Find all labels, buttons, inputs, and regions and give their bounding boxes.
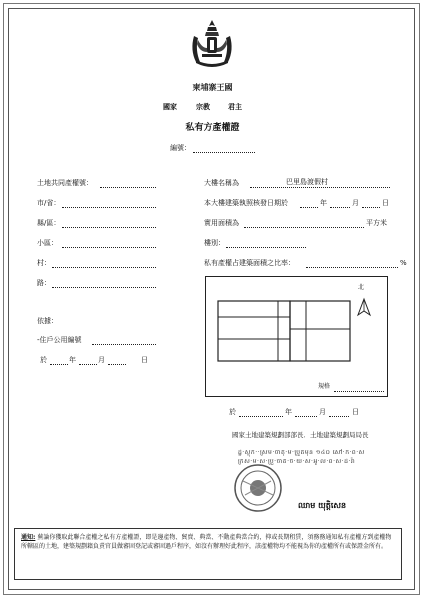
permit-day-label: 日	[382, 199, 389, 207]
coat-of-arms-icon	[186, 18, 238, 70]
basis-label: 依據：	[37, 317, 58, 325]
permit-year-line[interactable]	[300, 206, 318, 208]
permit-month-line[interactable]	[330, 206, 350, 208]
land-cert-label: 土地共同產權號：	[37, 179, 93, 187]
authority-title: 國家土地建築規劃部部長．土地建築規劃局局長	[232, 431, 369, 439]
land-cert-line[interactable]	[100, 186, 156, 188]
area-unit: 平方米	[366, 219, 387, 227]
serial-label: 編號：	[170, 144, 191, 152]
permit-month-label: 月	[352, 199, 359, 207]
serial-line[interactable]	[193, 151, 255, 153]
left-day-line[interactable]	[108, 363, 126, 365]
sign-day-label: 日	[352, 408, 359, 416]
city-line[interactable]	[62, 206, 156, 208]
building-label: 大樓名稱為	[204, 179, 239, 187]
left-year-label: 年	[69, 356, 76, 364]
khmer-signature: ឈាម យុត្តិសេន	[298, 501, 347, 510]
residence-line[interactable]	[92, 343, 156, 345]
ratio-label: 私有產權占建築面積之比率：	[204, 259, 295, 267]
left-month-line[interactable]	[79, 363, 97, 365]
area-line[interactable]	[244, 226, 364, 228]
district-label: 縣/區：	[37, 219, 61, 227]
notice-text: 蕪論你獲取此聯合產權之私有方產權證，即是邊產物、貿賣、典當、不動產典當合約，抑或長期租賃，須務務通知私有產權方到產權物所轄區的土地，建築規劃籍負責官員做審固登記或審固過戶程序，如沒有辦理好此程序，該產權物均不能視為你的產權所有或保證金所有。	[21, 534, 392, 550]
sign-month-label: 月	[319, 408, 326, 416]
floor-label: 樓別：	[204, 239, 225, 247]
commune-label: 小區：	[37, 239, 58, 247]
floor-plan-box	[205, 276, 388, 397]
kingdom-title: 柬埔寨王國	[192, 83, 233, 92]
village-line[interactable]	[52, 266, 156, 268]
khmer-text-line-2: ក្រស·ម·ស·ប្រួ·ចាត·ច·យ·ស·អូ·ល·ព·ស·ដ·រ៉ា	[238, 458, 356, 465]
floor-plan-diagram	[206, 277, 387, 396]
north-label: 北	[358, 284, 365, 291]
left-day-label: 日	[141, 356, 148, 364]
document-title: 私有方產權證	[185, 123, 240, 133]
city-label: 市/省：	[37, 199, 61, 207]
sign-year-label: 年	[285, 408, 292, 416]
building-name: 巴里島渡假村	[286, 178, 328, 186]
road-label: 路：	[37, 279, 51, 287]
left-year-line[interactable]	[50, 363, 68, 365]
left-date-prefix: 於	[40, 356, 47, 364]
notice-label: 通知:	[21, 534, 36, 541]
commune-line[interactable]	[62, 246, 156, 248]
floor-line[interactable]	[226, 246, 306, 248]
ratio-line[interactable]	[306, 266, 398, 268]
residence-label: -住戶公用編號	[37, 336, 82, 344]
village-label: 村：	[37, 259, 51, 267]
motto-king: 君主	[228, 103, 242, 111]
permit-day-line[interactable]	[362, 206, 380, 208]
permit-year-label: 年	[320, 199, 327, 207]
sign-month-line[interactable]	[295, 415, 317, 417]
road-line[interactable]	[52, 286, 156, 288]
ratio-unit: %	[400, 259, 407, 267]
building-line[interactable]	[250, 186, 390, 188]
district-line[interactable]	[62, 226, 156, 228]
sign-day-line[interactable]	[329, 415, 349, 417]
sign-date-prefix: 於	[229, 408, 236, 416]
official-seal-icon	[233, 463, 283, 513]
permit-label: 本大樓建築執照核發日期於	[204, 199, 288, 207]
scale-line[interactable]	[334, 390, 384, 392]
scale-label: 規格	[318, 383, 331, 390]
left-month-label: 月	[98, 356, 105, 364]
khmer-text-line-1: ដ្ឋ·ស្ថុក··ស្រម·ចាតុ·ម·ប្រួតមុន ១៤០ សៅ·ក·ព·ស	[238, 449, 365, 456]
area-label: 實用面積為	[204, 219, 239, 227]
notice-box	[14, 528, 402, 580]
motto-religion: 宗教	[196, 103, 210, 111]
sign-year-line[interactable]	[239, 415, 283, 417]
motto-nation: 國家	[163, 103, 177, 111]
